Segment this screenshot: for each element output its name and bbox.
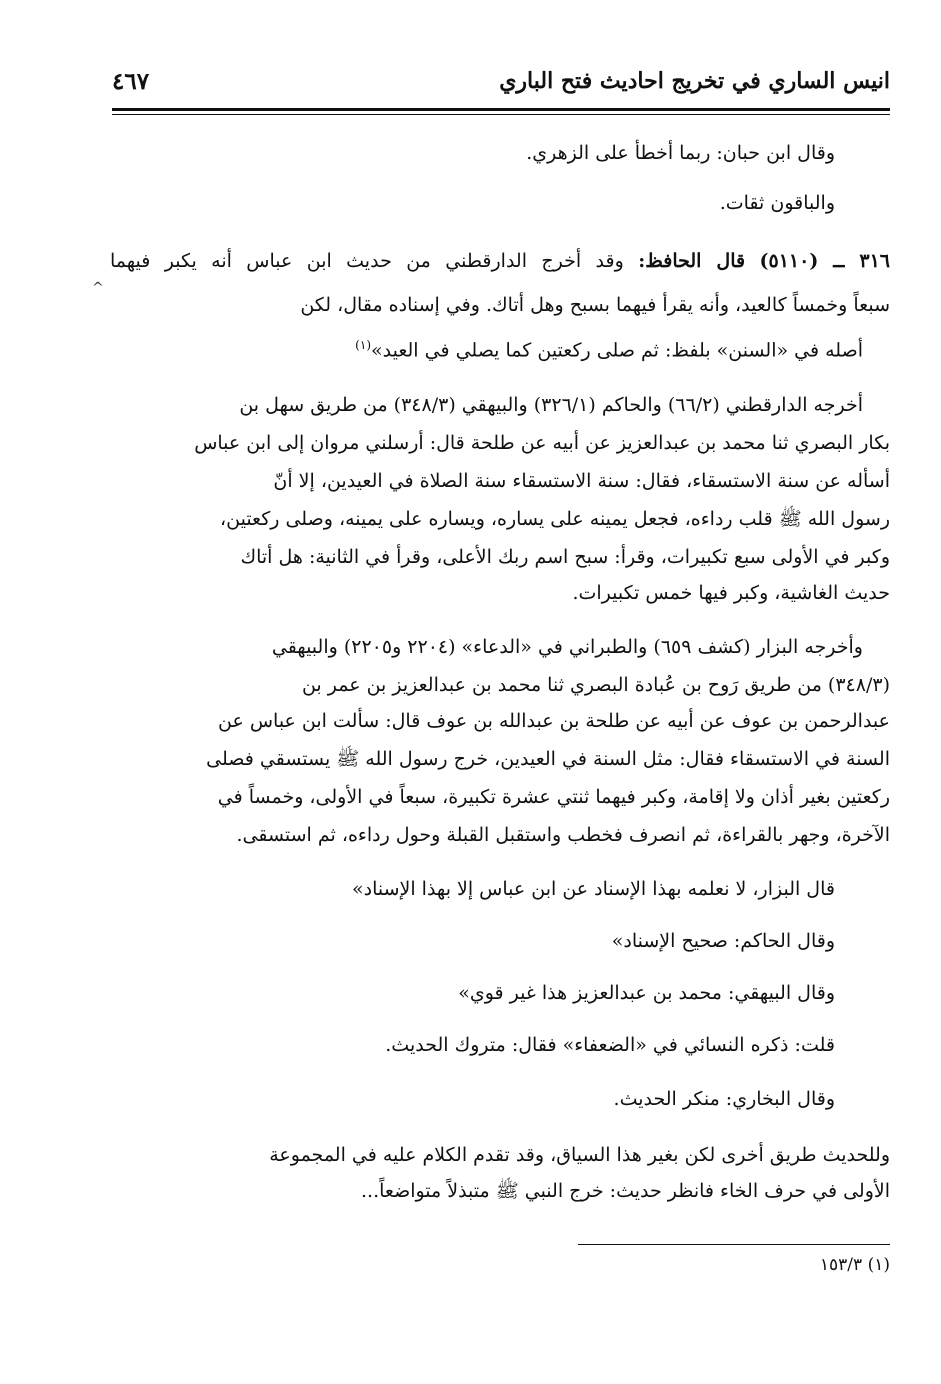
header-rule-thin (112, 114, 890, 115)
para2-line-4: السنة في الاستسقاء فقال: مثل السنة في العيدين، خرج رسول الله ﷺ يستسقي فصلى (206, 748, 890, 770)
para2-line-6: الآخرة، وجهر بالقراءة، ثم انصرف فخطب واستقبل القبلة وحول رداءه، ثم استسقى. (236, 824, 890, 846)
entry-label: قال الحافظ: (638, 250, 746, 272)
entry-line-3-text: أصله في «السنن» بلفظ: ثم صلى ركعتين كما يصلي في العيد» (371, 339, 863, 362)
entry-line-2: سبعاً وخمساً كالعيد، وأنه يقرأ فيهما بسبح وهل أتاك. وفي إسناده مقال، لكن (300, 294, 890, 316)
page-number: ٤٦٧ (112, 68, 150, 95)
margin-mark: ^ (92, 280, 104, 296)
footnote-rule (578, 1244, 890, 1245)
footnote-marker: (١) (867, 1255, 890, 1275)
entry-text: وقد أخرج الدارقطني من حديث ابن عباس أنه يكبر فيهما (110, 250, 624, 272)
para2-line-3: عبدالرحمن بن عوف عن أبيه عن طلحة بن عبدالله بن عوف قال: سألت ابن عباس عن (218, 710, 890, 732)
quote-bazzar: قال البزار، لا نعلمه بهذا الإسناد عن ابن عباس إلا بهذا الإسناد» (352, 878, 835, 900)
para1-line-3: أسأله عن سنة الاستسقاء، فقال: سنة الاستسقاء سنة الصلاة في العيدين، إلا أنّ (273, 470, 890, 492)
entry-line-3 (355, 330, 863, 360)
entry-heading-line (110, 246, 890, 276)
para1-line-6: حديث الغاشية، وكبر فيها خمس تكبيرات. (572, 582, 890, 604)
quote-hakim: وقال الحاكم: صحيح الإسناد» (611, 930, 835, 952)
book-title: انيس الساري في تخريج احاديث فتح الباري (499, 68, 890, 94)
footnote-ref: (١) (355, 338, 371, 352)
header-rule-thick (112, 108, 890, 111)
para1-line-1: أخرجه الدارقطني (٦٦/٢) والحاكم (٣٢٦/١) والبيهقي (٣٤٨/٣) من طريق سهل بن (239, 394, 863, 416)
intro-line-1: وقال ابن حبان: ربما أخطأ على الزهري. (526, 142, 835, 164)
para2-line-2: (٣٤٨/٣) من طريق رَوح بن عُبادة البصري ثنا محمد بن عبدالعزيز بن عمر بن (301, 674, 890, 696)
footnote (820, 1252, 890, 1278)
quote-bukhari: وقال البخاري: منكر الحديث. (613, 1088, 835, 1110)
closing-line-1: وللحديث طريق أخرى لكن بغير هذا السياق، وقد تقدم الكلام عليه في المجموعة (269, 1144, 890, 1166)
quote-nasai: قلت: ذكره النسائي في «الضعفاء» فقال: متروك الحديث. (385, 1034, 835, 1056)
para2-line-5: ركعتين بغير أذان ولا إقامة، وكبر فيهما ثنتي عشرة تكبيرة، سبعاً في الأولى، وخمساً في (217, 786, 890, 808)
running-header (112, 68, 890, 108)
para1-line-4: رسول الله ﷺ قلب رداءه، فجعل يمينه على يساره، ويساره على يمينه، وصلى ركعتين، (219, 508, 890, 530)
quote-bayhaqi: وقال البيهقي: محمد بن عبدالعزيز هذا غير قوي» (458, 982, 835, 1004)
para1-line-5: وكبر في الأولى سبع تكبيرات، وقرأ: سبح اسم ربك الأعلى، وقرأ في الثانية: هل أتاك (240, 546, 890, 568)
intro-line-2: والباقون ثقات. (719, 192, 835, 214)
para1-line-2: بكار البصري ثنا محمد بن عبدالعزيز عن أبيه عن طلحة قال: أرسلني مروان إلى ابن عباس (194, 432, 890, 454)
para2-line-1: وأخرجه البزار (كشف ٦٥٩) والطبراني في «الدعاء» (٢٢٠٤ و٢٢٠٥) والبيهقي (271, 636, 863, 658)
closing-line-2: الأولى في حرف الخاء فانظر حديث: خرج النبي ﷺ متبذلاً متواضعاً... (361, 1180, 890, 1202)
footnote-text: ١٥٣/٣ (819, 1255, 863, 1275)
entry-number: ٣١٦ ــ (٥١١٠) (759, 250, 891, 272)
